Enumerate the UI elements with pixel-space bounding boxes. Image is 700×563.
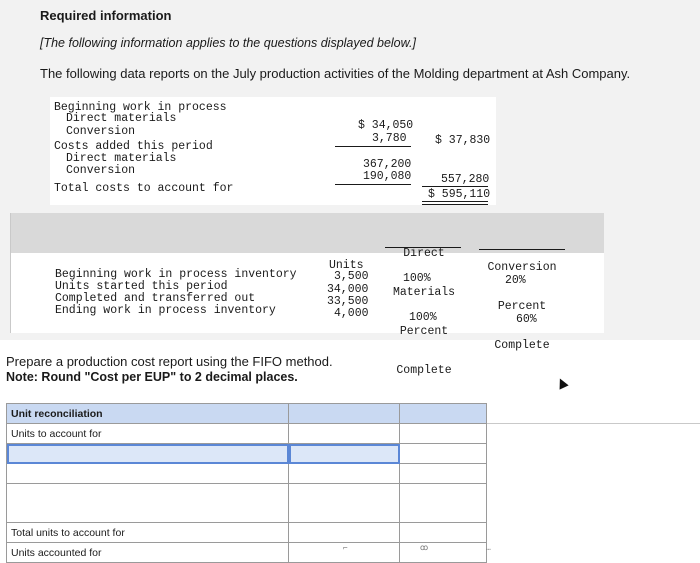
table-row bbox=[7, 543, 487, 563]
table-row bbox=[7, 523, 487, 543]
table-row bbox=[7, 444, 487, 464]
conv-head-line-3: Complete bbox=[494, 339, 550, 352]
blank-cell bbox=[400, 484, 487, 523]
input-cell[interactable] bbox=[400, 464, 487, 484]
beginning-wip-label: Beginning work in process bbox=[54, 101, 227, 114]
ew-conv-pct: 60% bbox=[516, 313, 537, 326]
blank-cell bbox=[289, 484, 400, 523]
conv-head-line-2: Percent bbox=[497, 300, 547, 313]
cut-off-mark-icon: ┄ bbox=[486, 545, 491, 554]
units-row-label-3: Completed and transferred out bbox=[55, 292, 256, 305]
rounding-note: Note: Round "Cost per EUP" to 2 decimal places. bbox=[6, 370, 298, 384]
applies-note: [The following information applies to the questions displayed below.] bbox=[40, 36, 416, 50]
total-costs-value: $ 595,110 bbox=[428, 188, 491, 201]
ew-dm-pct: 100% bbox=[409, 311, 437, 324]
input-cell[interactable] bbox=[400, 543, 487, 563]
add-total: 557,280 bbox=[441, 173, 490, 186]
units-row-value-1: 3,500 bbox=[334, 270, 369, 283]
conv-head-rule bbox=[479, 249, 565, 250]
table-row bbox=[7, 424, 487, 444]
intro-text: The following data reports on the July production activities of the Molding department at Ash Company. bbox=[40, 66, 631, 81]
header-cell bbox=[289, 404, 400, 424]
units-to-account-for-label: Units to account for bbox=[7, 424, 289, 444]
input-cell-selected[interactable] bbox=[289, 444, 400, 464]
bw-direct-materials-value: $ 34,050 bbox=[358, 119, 414, 132]
costs-added-label: Costs added this period bbox=[54, 140, 213, 153]
input-cell[interactable] bbox=[400, 424, 487, 444]
production-cost-report bbox=[6, 403, 700, 559]
cost-data-table bbox=[50, 97, 496, 205]
rule-add bbox=[335, 184, 411, 185]
conv-head-line-1: Conversion bbox=[487, 261, 557, 274]
blank-cell bbox=[7, 484, 289, 523]
bw-conv-pct: 20% bbox=[505, 274, 526, 287]
units-col-header: Units bbox=[329, 259, 364, 272]
dm-head-line-2: Materials bbox=[392, 286, 456, 299]
add-conversion-label: Conversion bbox=[66, 164, 136, 177]
header-cell bbox=[400, 404, 487, 424]
input-cell[interactable] bbox=[400, 444, 487, 464]
add-direct-materials-value: 367,200 bbox=[363, 158, 412, 171]
table-row bbox=[7, 464, 487, 484]
required-information-title: Required information bbox=[40, 8, 172, 23]
units-accounted-for-label: Units accounted for bbox=[7, 543, 289, 563]
bw-direct-materials-label: Direct materials bbox=[66, 112, 177, 125]
cut-off-mark-icon: ꝏ bbox=[420, 543, 429, 552]
input-cell[interactable] bbox=[400, 523, 487, 543]
input-cell[interactable] bbox=[289, 523, 400, 543]
input-cell[interactable] bbox=[289, 424, 400, 444]
units-row-value-3: 33,500 bbox=[327, 295, 369, 308]
conv-col-header bbox=[477, 235, 567, 378]
rule-total-double bbox=[422, 201, 488, 205]
input-cell[interactable] bbox=[7, 464, 289, 484]
dm-head-line-3: Percent bbox=[399, 325, 449, 338]
dm-head-line-1: Direct bbox=[403, 247, 445, 260]
units-row-value-4: 4,000 bbox=[334, 307, 369, 320]
input-cell[interactable] bbox=[289, 464, 400, 484]
input-cell-selected[interactable] bbox=[7, 444, 289, 464]
units-row-label-4: Ending work in process inventory bbox=[55, 304, 276, 317]
mouse-pointer-icon bbox=[555, 376, 568, 389]
unit-reconciliation-header: Unit reconciliation bbox=[7, 404, 289, 424]
table-row bbox=[7, 484, 487, 523]
units-row-value-2: 34,000 bbox=[327, 283, 369, 296]
add-direct-materials-label: Direct materials bbox=[66, 152, 177, 165]
total-units-to-account-for-label: Total units to account for bbox=[7, 523, 289, 543]
bw-dm-pct: 100% bbox=[403, 272, 431, 285]
prepare-instruction: Prepare a production cost report using the FIFO method. bbox=[6, 354, 333, 369]
units-row-label-1: Beginning work in process inventory bbox=[55, 268, 297, 281]
rule-add-total bbox=[422, 186, 488, 187]
dm-head-rule bbox=[385, 247, 461, 248]
table-row bbox=[7, 404, 487, 424]
units-row-label-2: Units started this period bbox=[55, 280, 228, 293]
add-conversion-value: 190,080 bbox=[363, 170, 412, 183]
bw-total: $ 37,830 bbox=[435, 134, 491, 147]
dm-head-line-4: Complete bbox=[396, 364, 452, 377]
unit-reconciliation-table bbox=[6, 403, 487, 563]
rule-bw bbox=[335, 146, 411, 147]
total-costs-label: Total costs to account for bbox=[54, 182, 234, 195]
cut-off-mark-icon: ⌐ bbox=[343, 543, 348, 552]
bw-conversion-value: 3,780 bbox=[372, 132, 407, 145]
bw-conversion-label: Conversion bbox=[66, 125, 136, 138]
